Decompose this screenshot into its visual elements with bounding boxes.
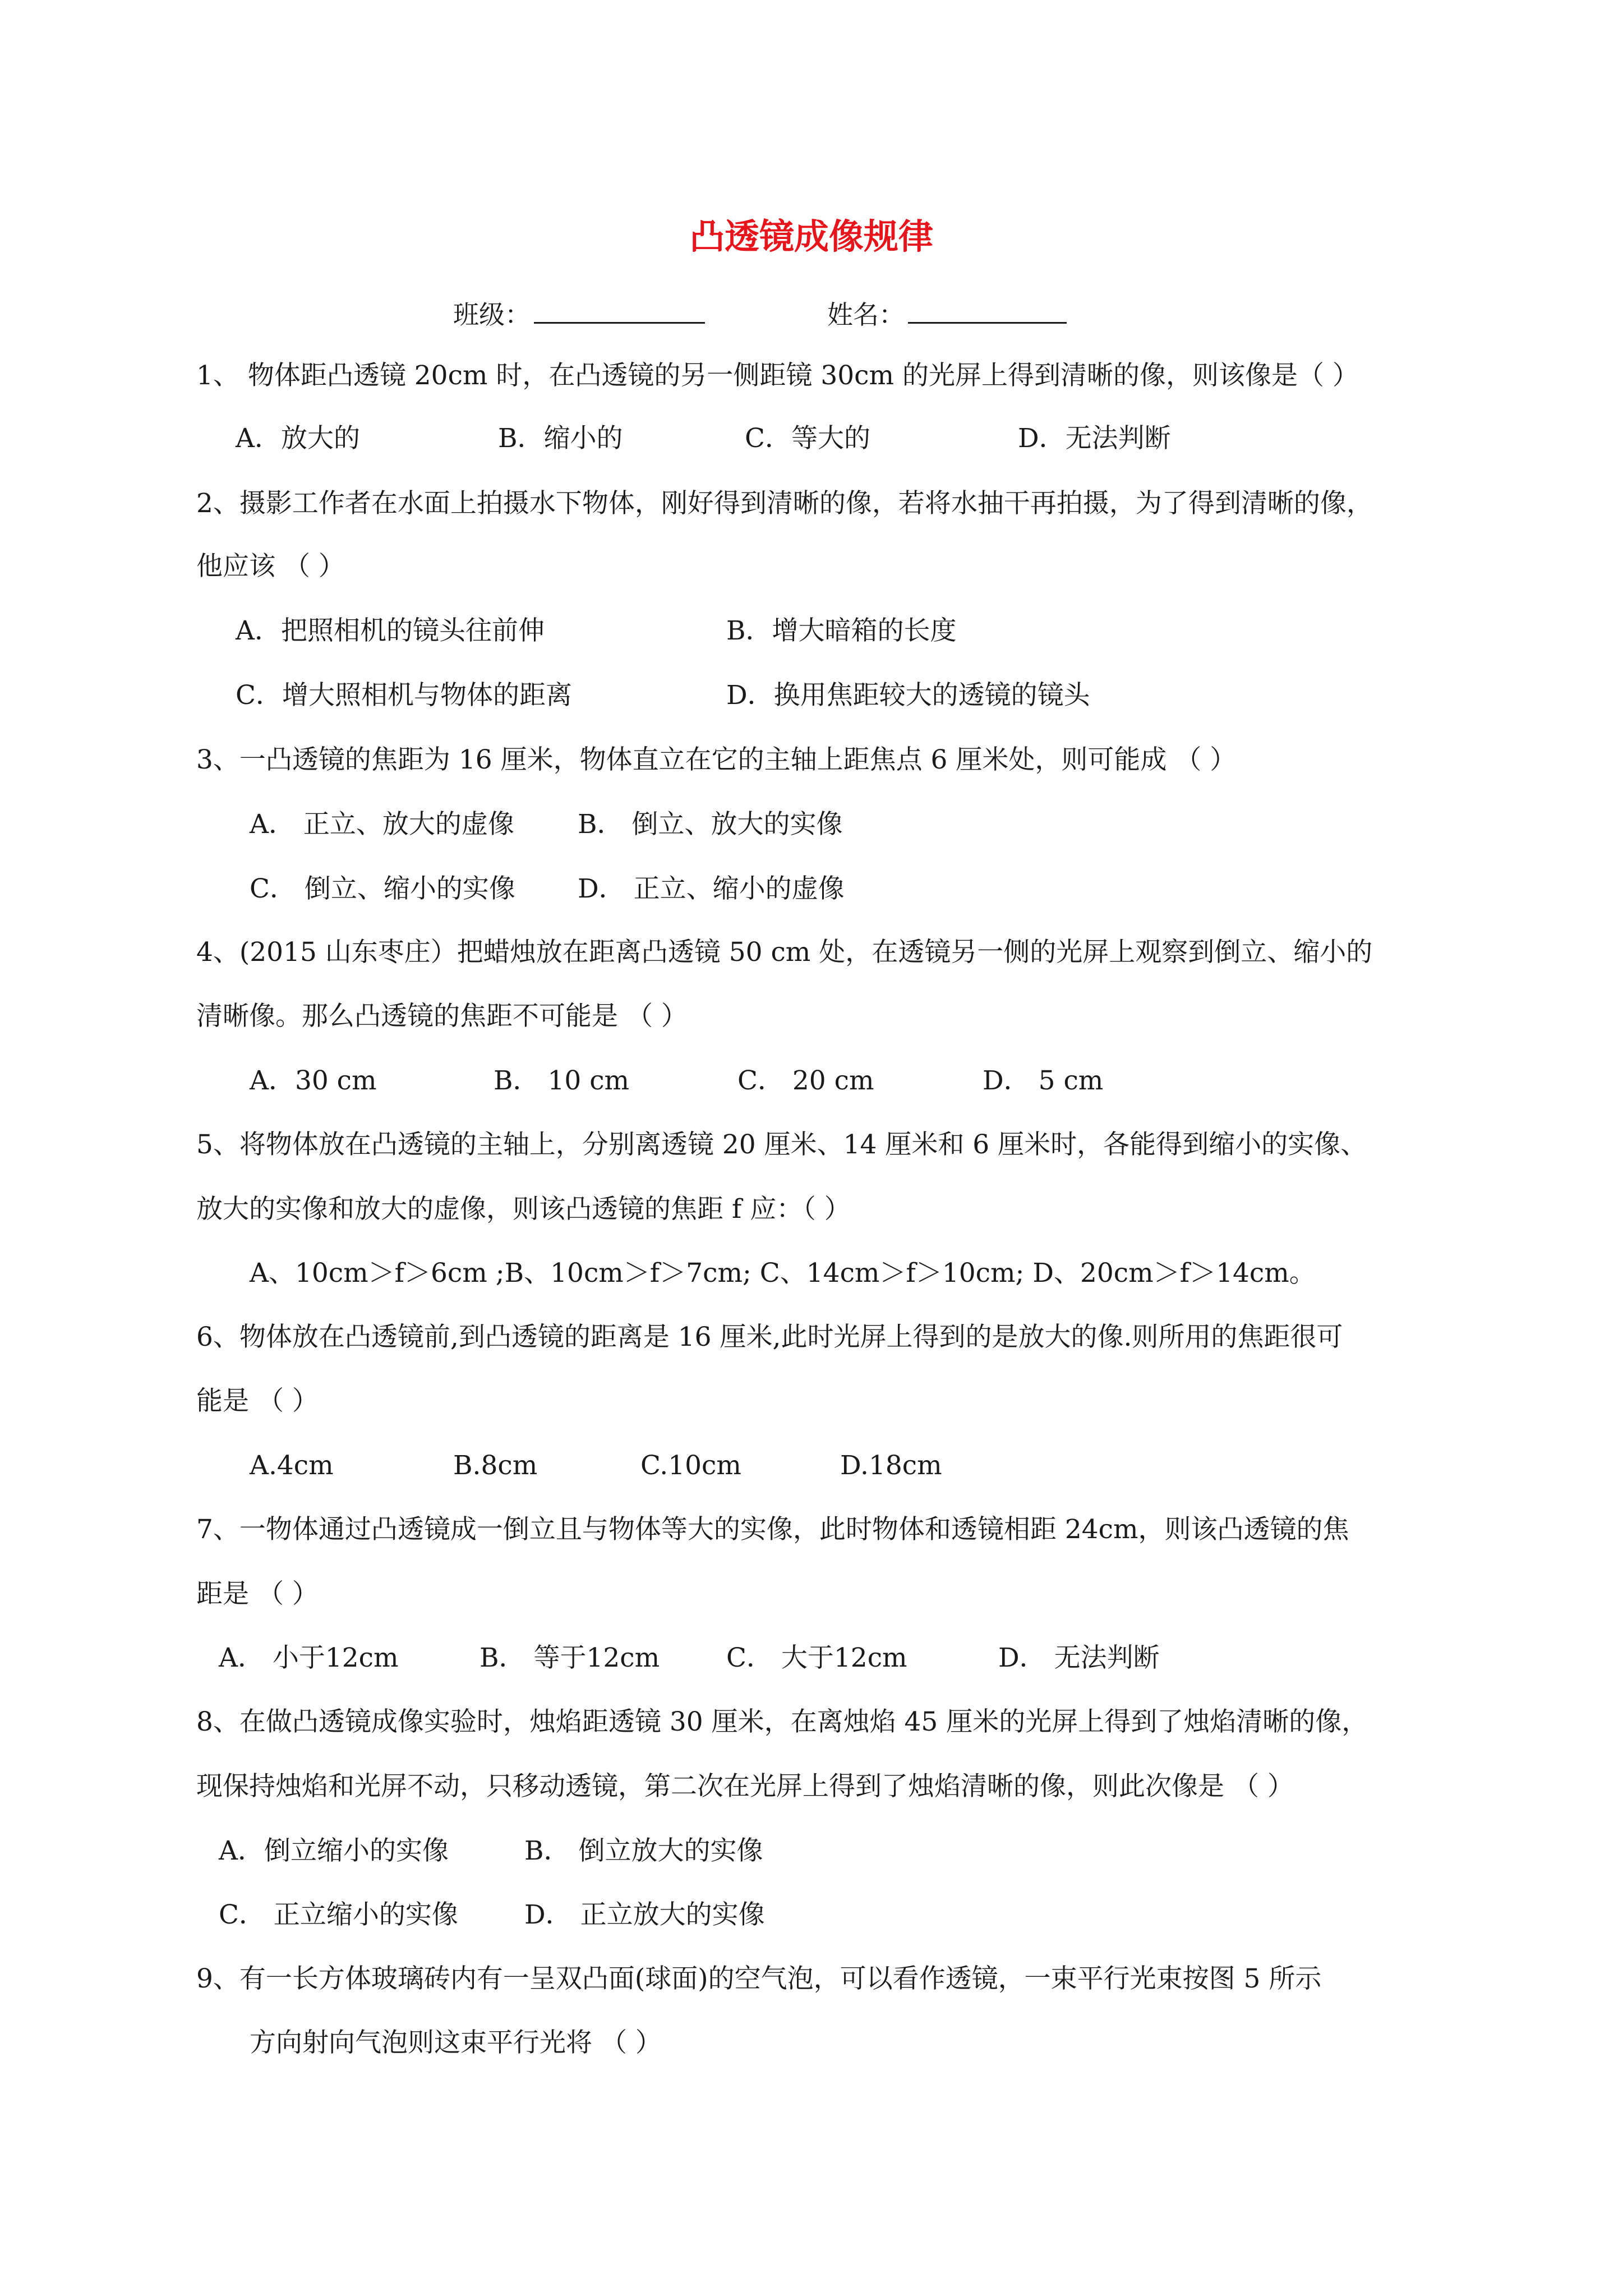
question-8-stem-line2: 现保持烛焰和光屏不动，只移动透镜，第二次在光屏上得到了烛焰清晰的像，则此次像是 （ ） [196,1771,1294,1802]
question-5-stem-line2: 放大的实像和放大的虚像，则该凸透镜的焦距 f 应：（ ） [196,1194,851,1225]
q7-option-c: C． 大于12cm [726,1642,907,1673]
q4-option-b: B． 10 cm [494,1065,630,1096]
q1-option-a: A．放大的 [236,423,360,454]
q7-option-b: B． 等于12cm [479,1642,660,1673]
q6-option-d: D.18cm [840,1450,942,1481]
question-6-stem-line1: 6、物体放在凸透镜前,到凸透镜的距离是 16 厘米,此时光屏上得到的是放大的像.则所用的焦距很可 [196,1322,1343,1352]
q1-option-c: C．等大的 [745,423,870,454]
question-4-stem-line1: 4、(2015 山东枣庄）把蜡烛放在距离凸透镜 50 cm 处，在透镜另一侧的光屏上观察到倒立、缩小的 [196,937,1373,968]
question-1-stem: 1、 物体距凸透镜 20cm 时，在凸透镜的另一侧距镜 30cm 的光屏上得到清晰的像，则该像是（ ） [196,360,1359,391]
question-5-stem-line1: 5、将物体放在凸透镜的主轴上，分别离透镜 20 厘米、14 厘米和 6 厘米时，各能得到缩小的实像、 [196,1129,1367,1160]
q1-option-d: D．无法判断 [1018,423,1171,454]
question-7-stem-line2: 距是 （ ） [196,1579,319,1609]
q7-option-a: A． 小于12cm [219,1642,399,1673]
class-blank[interactable] [534,296,705,324]
question-2-stem-line2: 他应该 （ ） [196,551,345,582]
q8-option-b: B． 倒立放大的实像 [524,1835,763,1866]
q6-option-c: C.10cm [640,1450,741,1481]
q3-option-d: D． 正立、缩小的虚像 [578,873,845,904]
q3-option-c: C． 倒立、缩小的实像 [250,873,515,904]
question-6-stem-line2: 能是 （ ） [196,1386,319,1416]
question-9-stem-line2: 方向射向气泡则这束平行光将 （ ） [250,2027,662,2058]
class-label: 班级： [453,300,531,330]
q6-option-a: A.4cm [250,1450,334,1481]
q2-option-a: A．把照相机的镜头往前伸 [236,615,545,646]
name-blank[interactable] [908,296,1067,324]
q3-option-a: A． 正立、放大的虚像 [250,809,514,840]
q2-option-b: B．增大暗箱的长度 [726,615,957,646]
q8-option-a: A．倒立缩小的实像 [219,1835,449,1866]
question-7-stem-line1: 7、一物体通过凸透镜成一倒立且与物体等大的实像，此时物体和透镜相距 24cm，则该凸透镜的焦 [196,1514,1349,1545]
q8-option-c: C． 正立缩小的实像 [219,1899,458,1930]
question-4-stem-line2: 清晰像。那么凸透镜的焦距不可能是 （ ） [196,1001,688,1032]
q4-option-a: A．30 cm [250,1065,377,1096]
q1-option-b: B．缩小的 [498,423,623,454]
class-field [453,295,705,332]
q2-option-d: D．换用焦距较大的透镜的镜头 [726,680,1090,711]
question-9-stem-line1: 9、有一长方体玻璃砖内有一呈双凸面(球面)的空气泡，可以看作透镜，一束平行光束按图 5 所示 [196,1963,1322,1994]
q4-option-d: D． 5 cm [983,1065,1104,1096]
question-5-options: A、10cm＞f＞6cm ;B、10cm＞f＞7cm; C、14cm＞f＞10cm; D、20cm＞f＞14cm。 [250,1258,1316,1289]
q4-option-c: C． 20 cm [737,1065,874,1096]
q7-option-d: D． 无法判断 [998,1642,1160,1673]
question-3-stem: 3、一凸透镜的焦距为 16 厘米，物体直立在它的主轴上距焦点 6 厘米处，则可能成 （ ） [196,744,1237,775]
q8-option-d: D． 正立放大的实像 [524,1899,765,1930]
q3-option-b: B． 倒立、放大的实像 [578,809,843,840]
q2-option-c: C．增大照相机与物体的距离 [236,680,572,711]
page-title: 凸透镜成像规律 [689,216,933,257]
name-label: 姓名： [827,300,905,330]
question-2-stem-line1: 2、摄影工作者在水面上拍摄水下物体，刚好得到清晰的像，若将水抽干再拍摄，为了得到清晰的像， [196,488,1373,519]
name-field [827,295,1067,332]
q6-option-b: B.8cm [453,1450,538,1481]
question-8-stem-line1: 8、在做凸透镜成像实验时，烛焰距透镜 30 厘米，在离烛焰 45 厘米的光屏上得到了烛焰清晰的像， [196,1706,1368,1737]
